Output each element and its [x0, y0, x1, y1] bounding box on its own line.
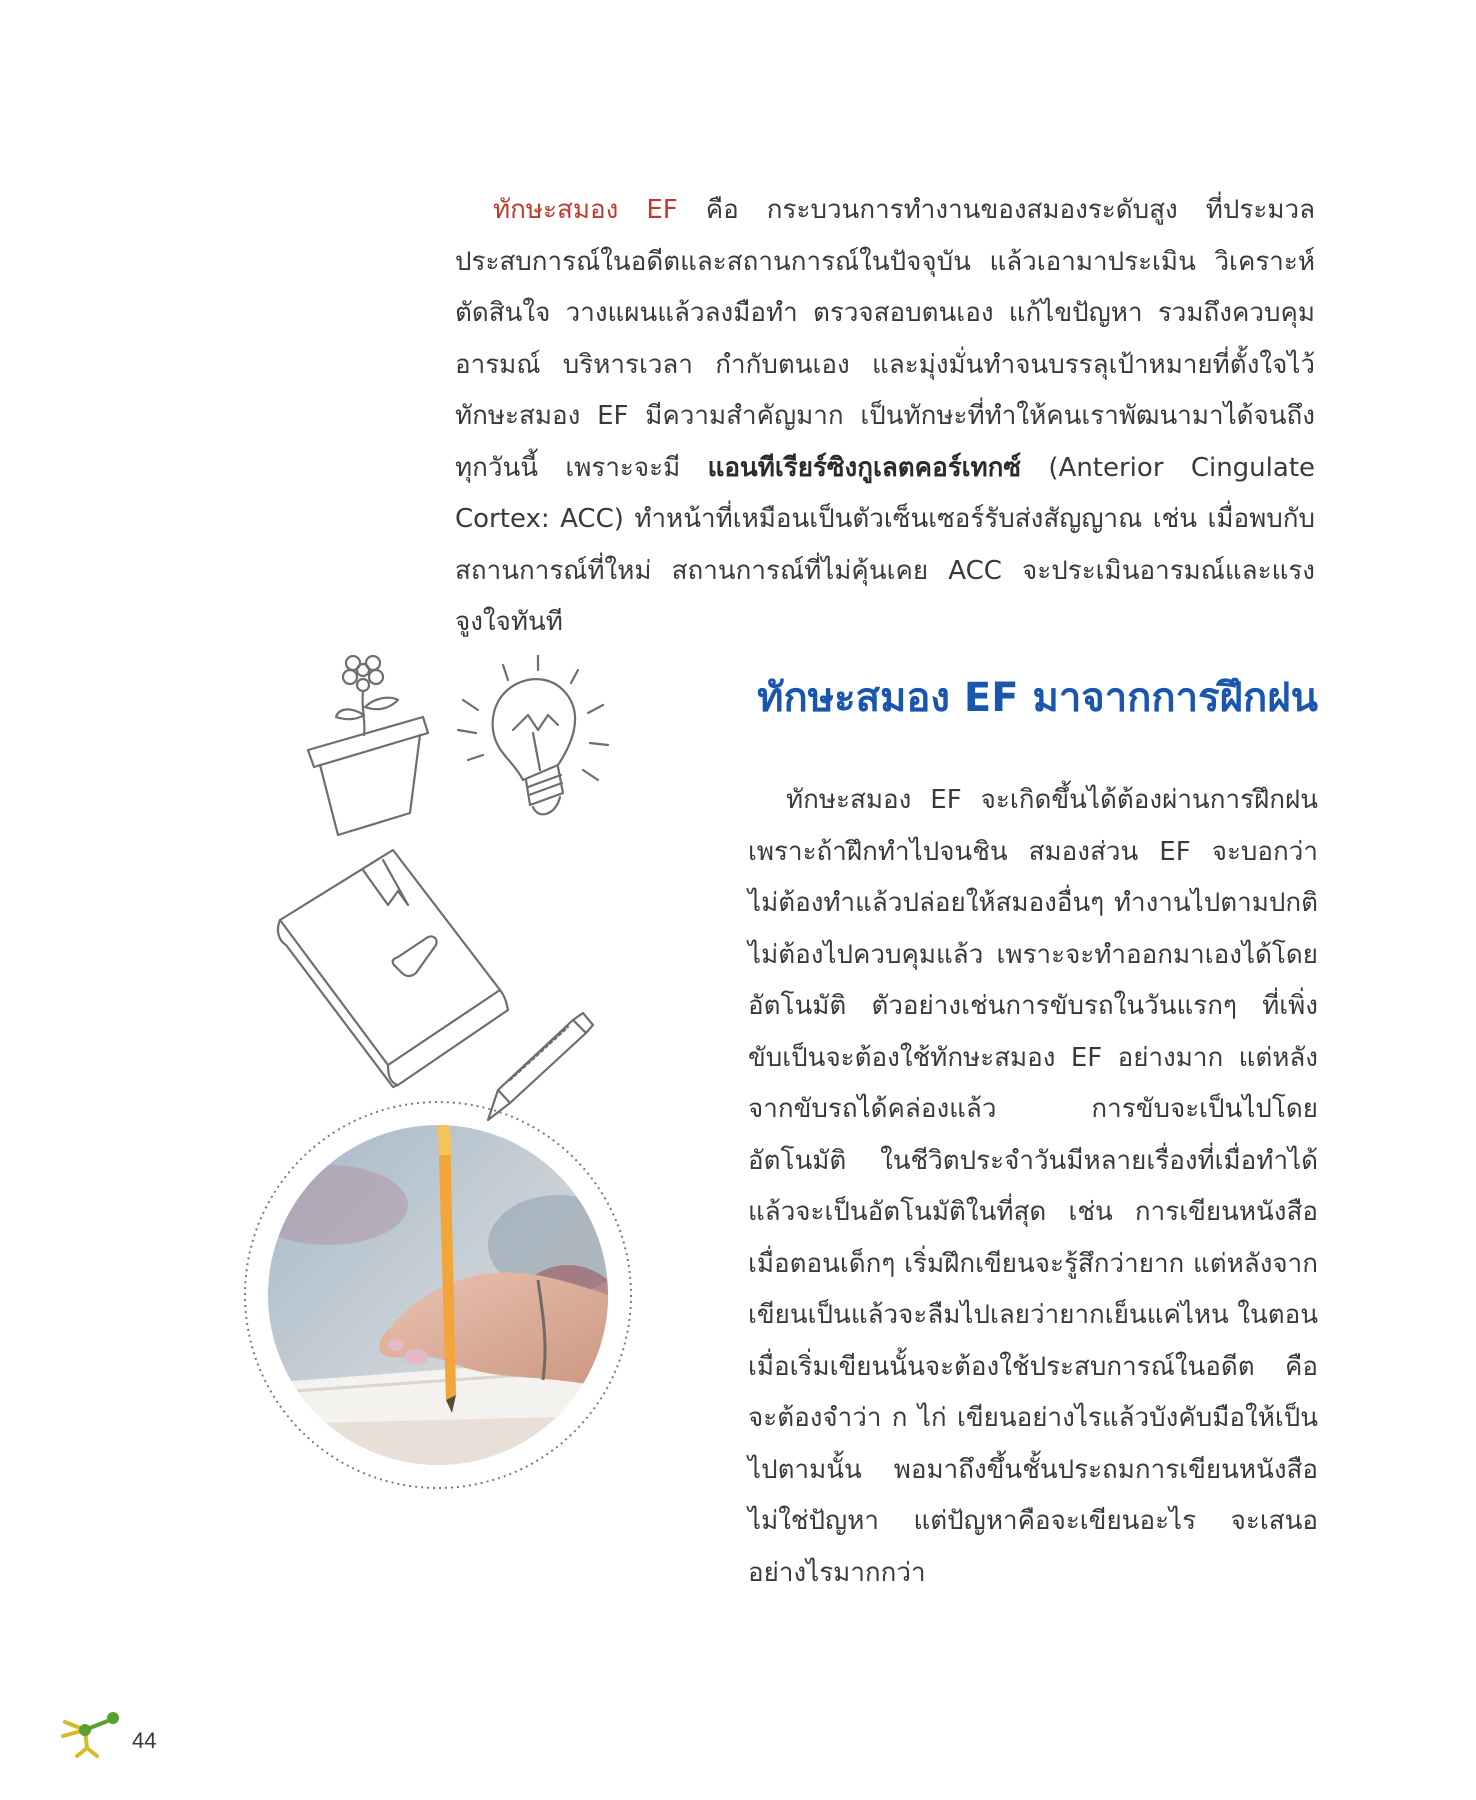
lead-term: ทักษะสมอง EF — [493, 195, 678, 225]
page-number: 44 — [132, 1728, 157, 1753]
section-body-text: ทักษะสมอง EF จะเกิดขึ้นได้ต้องผ่านการฝึกฝน เพราะถ้าฝึกทำไปจนชิน สมองส่วน EF จะบอกว่า ไม่ต้องทำแล้วปล่อยให้สมองอื่นๆ ทำงานไปตามปกติ ไม่ต้องไปควบคุมแล้ว เพราะจะทำออกมาเองได้โดยอัตโนมัติ ตัวอย่างเช่นการขับรถในวันแรกๆ ที่เพิ่งขับเป็นจะต้องใช้ทักษะสมอง EF อย่างมาก แต่หลังจากขับรถได้คล่องแล้ว การขับจะเป็นไปโดยอัตโนมัติ ในชีวิตประจำวันมีหลายเรื่องที่เมื่อทำได้แล้วจะเป็นอัตโนมัติในที่สุด เช่น การเขียนหนังสือ เมื่อตอนเด็กๆ เริ่มฝึกเขียนจะรู้สึกว่ายาก แต่หลังจากเขียนเป็นแล้วจะลืมไปเลยว่ายากเย็นแค่ไหน ในตอนเมื่อเริ่มเขียนนั้นจะต้องใช้ประสบการณ์ในอดีต คือจะต้องจำว่า ก ไก่ เขียนอย่างไรแล้วบังคับมือให้เป็นไปตามนั้น พอมาถึงขึ้นชั้นประถมการเขียนหนังสือไม่ใช่ปัญหา แต่ปัญหาคือจะเขียนอะไร จะเสนออย่างไรมากกว่า — [748, 785, 1318, 1588]
section-title: ทักษะสมอง EF มาจากการฝึกฝน — [757, 675, 1318, 721]
book-icon — [278, 850, 508, 1087]
intro-text-part2: (Anterior Cingulate Cortex: ACC) ทำหน้าที่เหมือนเป็นตัวเซ็นเซอร์รับส่งสัญญาณ เช่น เมื่อพบกับสถานการณ์ที่ใหม่ สถานการณ์ที่ไม่คุ้นเคย ACC จะประเมินอารมณ์และแรงจูงใจทันที — [455, 452, 1316, 637]
writing-photo — [238, 1095, 638, 1495]
intro-paragraph — [455, 185, 1315, 649]
molecule-logo-icon — [55, 1700, 175, 1760]
intro-text-part1: คือ กระบวนการทำงานของสมองระดับสูง ที่ประมวลประสบการณ์ในอดีตและสถานการณ์ในปัจจุบัน แล้วเอามาประเมิน วิเคราะห์ ตัดสินใจ วางแผนแล้วลงมือทำ ตรวจสอบตนเอง แก้ไขปัญหา รวมถึงควบคุมอารมณ์ บริหารเวลา กำกับตนเอง และมุ่งมั่นทำจนบรรลุเป้าหมายที่ตั้งใจไว้ ทักษะสมอง EF มีความสำคัญมาก เป็นทักษะที่ทำให้คนเราพัฒนามาได้จนถึงทุกวันนี้ เพราะจะมี — [455, 195, 1315, 483]
bold-term: แอนทีเรียร์ซิงกูเลตคอร์เทกซ์ — [707, 452, 1022, 483]
light-bulb-icon — [458, 655, 608, 814]
section-body — [748, 775, 1318, 1599]
flower-pot-icon — [308, 656, 428, 835]
